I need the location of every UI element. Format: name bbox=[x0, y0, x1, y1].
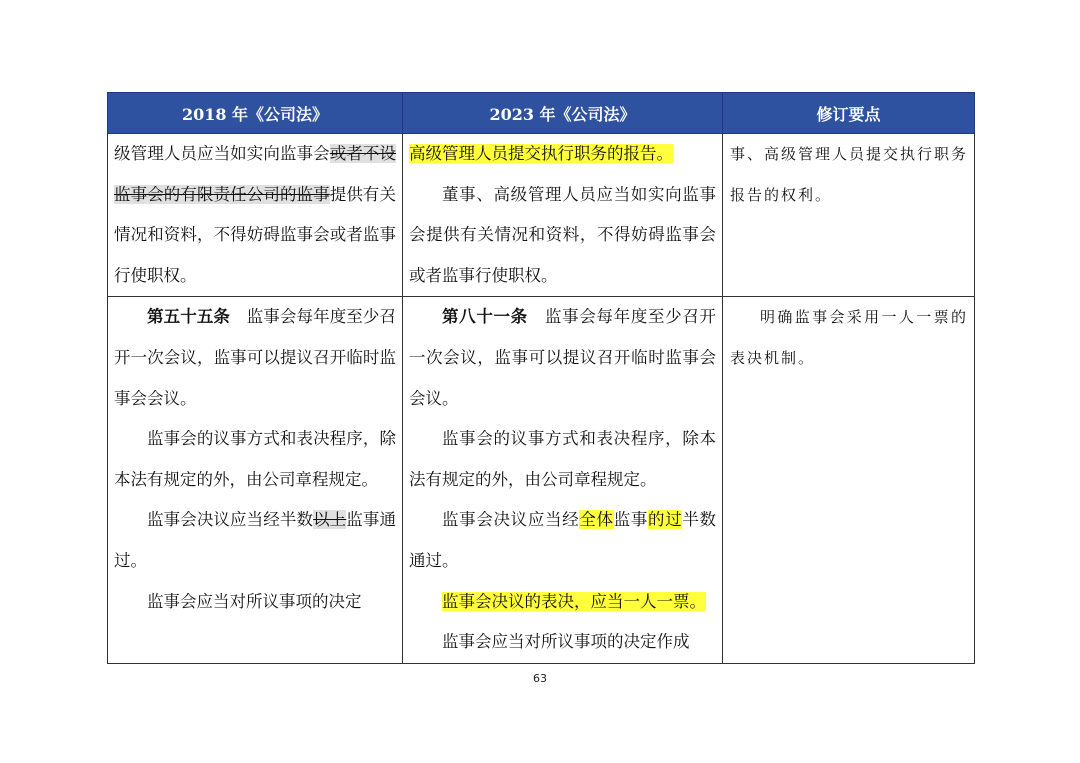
table-header-row bbox=[108, 93, 975, 134]
text-run: 监事会决议应当经半数 bbox=[147, 510, 314, 530]
text-run: 级管理人员应当如实向监事会 bbox=[114, 144, 330, 163]
cell-revision-row2 bbox=[723, 297, 975, 663]
text-run: 监事会每年度至少召开一次会议，监事可以提议召开临时监事会会议。 bbox=[409, 307, 717, 408]
page-number: 63 bbox=[533, 672, 547, 685]
paragraph: 监事会应当对所议事项的决定 bbox=[147, 591, 362, 611]
text-run: 监事会每年度至少召开一次会议，监事可以提议召开临时监事会会议。 bbox=[114, 307, 397, 408]
paragraph: 明确监事会采用一人一票的表决机制。 bbox=[730, 308, 968, 367]
text-run: 监事通过。 bbox=[114, 510, 397, 570]
highlighted-text: 全体 bbox=[579, 510, 614, 530]
header-2023-law: 2023 年《公司法》 bbox=[403, 93, 723, 134]
table-row bbox=[108, 297, 975, 663]
cell-2018-row1 bbox=[108, 134, 403, 297]
header-revision-points: 修订要点 bbox=[723, 93, 975, 134]
law-comparison-table bbox=[107, 92, 975, 664]
paragraph bbox=[114, 134, 396, 296]
paragraph bbox=[409, 134, 716, 175]
article-number: 第八十一条 bbox=[442, 307, 528, 327]
highlighted-text: 监事会决议的表决，应当一人一票。 bbox=[442, 591, 706, 611]
paragraph bbox=[114, 297, 396, 419]
text-run: 半数通过。 bbox=[409, 510, 717, 570]
paragraph: 事、高级管理人员提交执行职务报告的权利。 bbox=[730, 145, 969, 204]
paragraph: 董事、高级管理人员应当如实向监事会提供有关情况和资料，不得妨碍监事会或者监事行使职权。 bbox=[409, 184, 716, 285]
highlighted-text: 高级管理人员提交执行职务的报告。 bbox=[409, 144, 673, 163]
deleted-text: 以上 bbox=[313, 510, 347, 530]
cell-2023-row1 bbox=[403, 134, 723, 297]
paragraph bbox=[409, 297, 716, 419]
text-run: 监事 bbox=[613, 510, 649, 530]
text-run: 提供有关情况和资料，不得妨碍监事会或者监事行使职权。 bbox=[114, 184, 396, 285]
cell-revision-row1 bbox=[723, 134, 975, 297]
paragraph bbox=[114, 500, 396, 581]
header-2018-law: 2018 年《公司法》 bbox=[108, 93, 403, 134]
cell-2023-row2 bbox=[403, 297, 723, 663]
paragraph bbox=[409, 582, 716, 623]
paragraph: 监事会应当对所议事项的决定作成 bbox=[442, 632, 690, 652]
text-run: 监事会决议应当经 bbox=[442, 510, 580, 530]
paragraph: 监事会的议事方式和表决程序，除本法有规定的外，由公司章程规定。 bbox=[409, 429, 716, 489]
deleted-text: 或者不设监事会的有限责任公司的监事 bbox=[114, 144, 396, 204]
cell-2018-row2 bbox=[108, 297, 403, 663]
table-row bbox=[108, 134, 975, 297]
article-number: 第五十五条 bbox=[147, 307, 231, 327]
paragraph bbox=[409, 500, 716, 581]
highlighted-text: 的过 bbox=[648, 510, 683, 530]
paragraph: 监事会的议事方式和表决程序，除本法有规定的外，由公司章程规定。 bbox=[114, 429, 396, 489]
